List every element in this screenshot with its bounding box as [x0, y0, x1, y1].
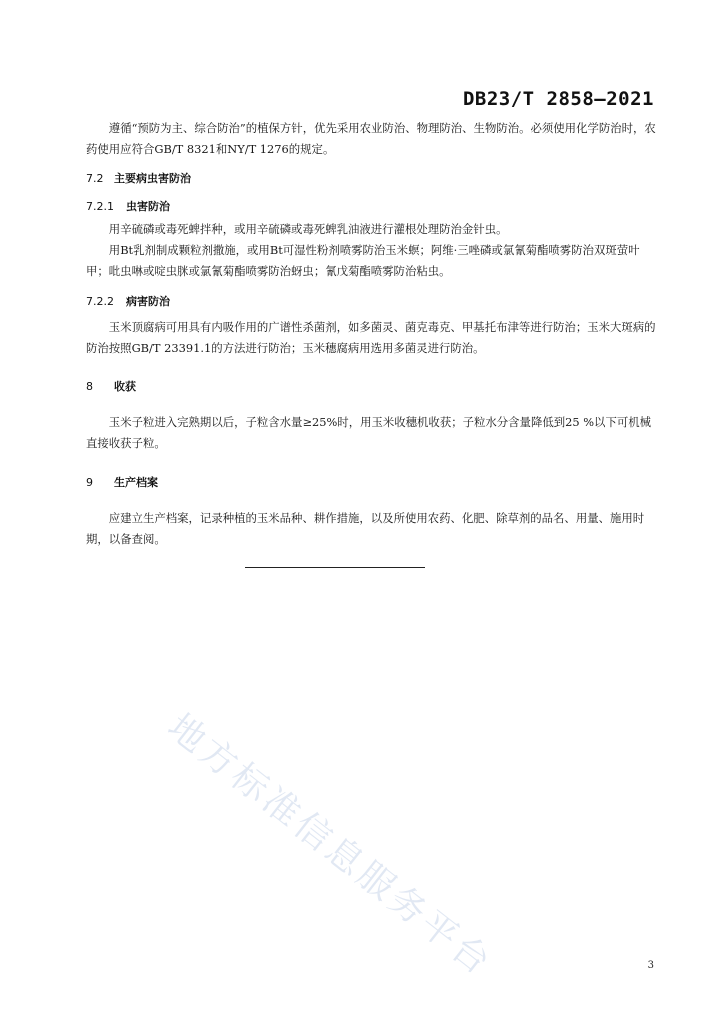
section-title: 虫害防治	[126, 200, 170, 213]
section-number: 8	[86, 380, 93, 393]
section-title: 收获	[114, 380, 136, 393]
harvest-paragraph: 玉米子粒进入完熟期以后，子粒含水量≥25%时，用玉米收穗机收获；子粒水分含量降低到25 %以下可机械直接收获子粒。	[86, 415, 652, 450]
section-number: 7.2	[86, 172, 104, 185]
section-7-2-1-heading	[86, 198, 170, 214]
records-paragraph: 应建立生产档案，记录种植的玉米品种、耕作措施，以及所使用农药、化肥、除草剂的品名、用量、施用时期，以备查阅。	[86, 511, 645, 546]
pest-control-paragraph-1: 用辛硫磷或毒死蜱拌种，或用辛硫磷或毒死蜱乳油液进行灌根处理防治金针虫。	[108, 222, 508, 236]
section-number: 7.2.1	[86, 200, 114, 213]
pest-control-paragraph-2: 用Bt乳剂制成颗粒剂撒施，或用Bt可湿性粉剂喷雾防治玉米螟；阿维·三唑磷或氯氰菊酯喷雾防治双斑萤叶甲；吡虫啉或啶虫脒或氯氰菊酯喷雾防治蚜虫；氰戊菊酯喷雾防治粘虫。	[86, 243, 640, 278]
standard-code: DB23/T 2858—2021	[462, 88, 654, 110]
section-8-heading	[86, 378, 136, 394]
section-7-2-2-heading	[86, 293, 170, 309]
watermark: 地方标准信息服务平台	[159, 706, 501, 985]
section-title: 生产档案	[114, 476, 158, 489]
page-number: 3	[647, 960, 654, 971]
intro-paragraph: 遵循“预防为主、综合防治”的植保方针，优先采用农业防治、物理防治、生物防治。必须使用化学防治时，农药使用应符合GB/T 8321和NY/T 1276的规定。	[86, 121, 656, 156]
section-number: 9	[86, 476, 93, 489]
section-number: 7.2.2	[86, 295, 114, 308]
section-7-2-heading	[86, 170, 191, 186]
section-title: 主要病虫害防治	[114, 172, 191, 185]
end-rule	[245, 567, 425, 568]
disease-control-paragraph: 玉米顶腐病可用具有内吸作用的广谱性杀菌剂，如多菌灵、菌克毒克、甲基托布津等进行防治；玉米大斑病的防治按照GB/T 23391.1的方法进行防治；玉米穗腐病用选用多菌灵进行防治。	[86, 320, 656, 355]
section-title: 病害防治	[126, 295, 170, 308]
section-9-heading	[86, 474, 158, 490]
